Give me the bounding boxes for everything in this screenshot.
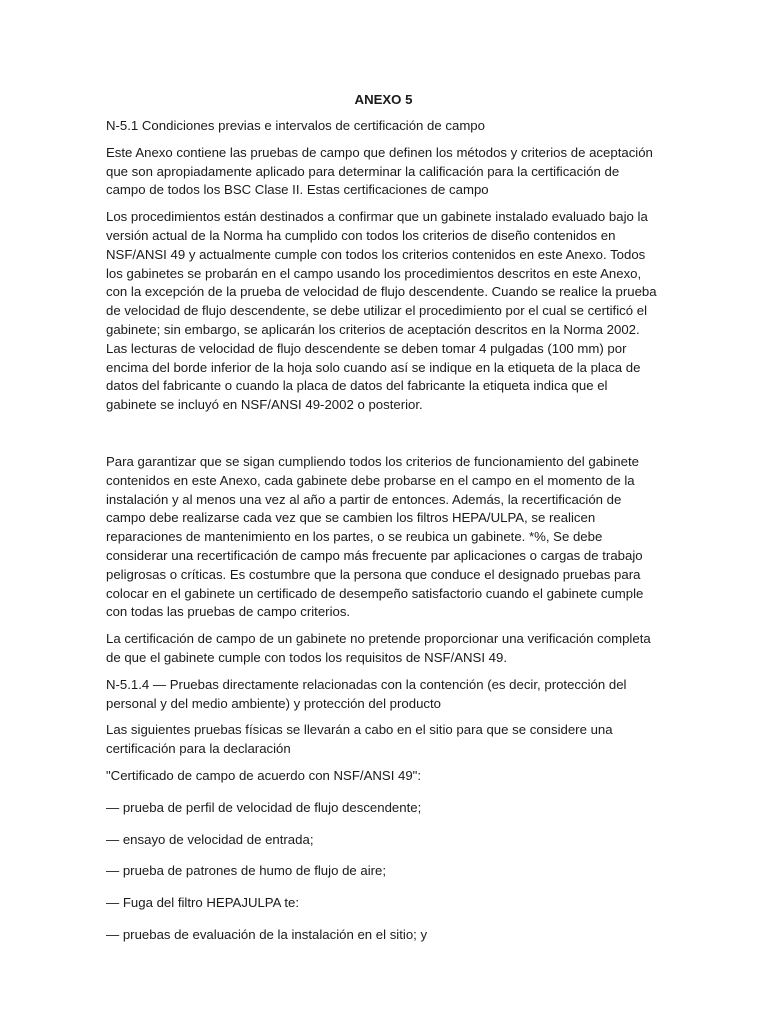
document-body xyxy=(106,89,661,958)
list-item-inflow: — ensayo de velocidad de entrada; xyxy=(106,831,314,847)
paragraph-intro: Este Anexo contiene las pruebas de campo que definen los métodos y criterios de aceptación que son apropiadamente aplicado para determinar la calificación para la certificación de campo de todos los BSC Clase II. Estas certificaciones de campo xyxy=(106,144,653,198)
paragraph-n-5-1-4: N-5.1.4 — Pruebas directamente relacionadas con la contención (es decir, protección del personal y del medio ambiente) y protección del producto xyxy=(106,676,627,711)
paragraph-quote: "Certificado de campo de acuerdo con NSF/ANSI 49": xyxy=(106,767,422,783)
annex-title: ANEXO 5 xyxy=(354,92,413,107)
list-item-site-installation: — pruebas de evaluación de la instalación en el sitio; y xyxy=(106,926,428,942)
list-item-smoke: — prueba de patrones de humo de flujo de aire; xyxy=(106,863,387,879)
paragraph-tests-intro: Las siguientes pruebas físicas se llevarán a cabo en el sitio para que se considere una certificación para la declaración xyxy=(106,722,613,757)
list-item-downflow: — prueba de perfil de velocidad de flujo descendente; xyxy=(106,799,422,815)
paragraph-spacer xyxy=(106,423,661,453)
paragraph-guarantee: Para garantizar que se sigan cumpliendo todos los criterios de funcionamiento del gabinete contenidos en este Anexo, cada gabinete debe probarse en el campo en el momento de la instalación y al menos una vez al año a partir de entonces. Además, la recertificación de campo debe realizarse cada vez que se cambien los filtros HEPA/ULPA, se realicen reparaciones de mantenimiento en los partes, o se reubica un gabinete. *%, Se debe considerar una recertificación de campo más frecuente par aplicaciones o cargas de trabajo peligrosas o críticas. Es costumbre que la persona que conduce el designado pruebas para colocar en el gabinete un certificado de desempeño satisfactorio cuando el gabinete cumple con todas las pruebas de campo criterios. xyxy=(106,453,644,620)
paragraph-scope: La certificación de campo de un gabinete no pretende proporcionar una verificación completa de que el gabinete cumple con todos los requisitos de NSF/ANSI 49. xyxy=(106,631,651,665)
list-item-filter-leak: — Fuga del filtro HEPAJULPA te: xyxy=(106,895,300,911)
section-heading: N-5.1 Condiciones previas e intervalos de certificación de campo xyxy=(106,118,485,133)
paragraph-procedures: Los procedimientos están destinados a confirmar que un gabinete instalado evaluado bajo la versión actual de la Norma ha cumplido con todos los criterios de diseño contenidos en NSF/ANSI 49 y actualmente cumple con todos los criterios contenidos en este Anexo. Todos los gabinetes se probarán en el campo usando los procedimientos descritos en este Anexo, con la excepción de la prueba de velocidad de flujo descendente. Cuando se realice la prueba de velocidad de flujo descendente, se debe utilizar el procedimiento por el cual se certificó el gabinete; sin embargo, se aplicarán los criterios de aceptación descritos en la Norma 2002. Las lecturas de velocidad de flujo descendente se deben tomar 4 pulgadas (100 mm) por encima del borde inferior de la hoja solo cuando así se indique en la etiqueta de la placa de datos del fabricante o cuando la placa de datos del fabricante la etiqueta indica que el gabinete se incluyó en NSF/ANSI 49-2002 o posterior. xyxy=(106,209,657,413)
